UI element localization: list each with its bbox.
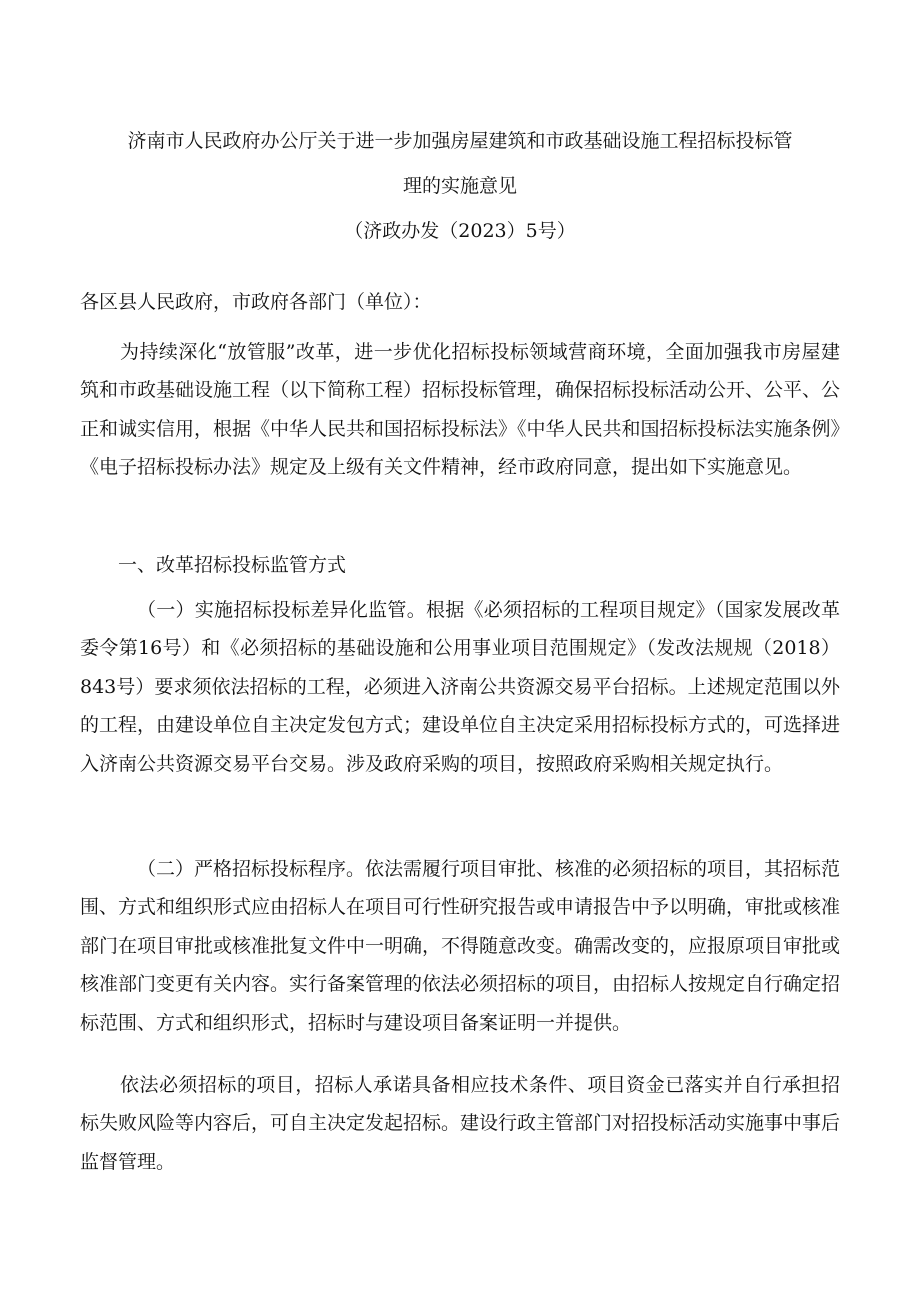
salutation: 各区县人民政府，市政府各部门（单位）： (80, 291, 432, 313)
paragraph-subsection-2: （二）严格招标投标程序。依法需履行项目审批、核准的必须招标的项目，其招标范围、方式和组织形式应由招标人在项目可行性研究报告或申请报告中予以明确，审批或核准部门在项目审批或核准批复文件中一明确，不得随意改变。确需改变的，应报原项目审批或核准部门变更有关内容。实行备案管理的依法必须招标的项目，由招标人按规定自行确定招标范围、方式和组织形式，招标时与建设项目备案证明一并提供。 (80, 858, 841, 1034)
document-title-line-2: 理的实施意见 (402, 175, 517, 197)
section-heading-1: 一、改革招标投标监管方式 (118, 554, 347, 576)
paragraph-final: 依法必须招标的项目，招标人承诺具备相应技术条件、项目资金已落实并自行承担招标失败风险等内容后，可自主决定发起招标。建设行政主管部门对招投标活动实施事中事后监督管理。 (80, 1074, 841, 1173)
document-number: （济政办发（2023）5号） (344, 220, 576, 242)
document-title-line-1: 济南市人民政府办公厅关于进一步加强房屋建筑和市政基础设施工程招标投标管 (127, 130, 793, 152)
paragraph-subsection-1: （一）实施招标投标差异化监管。根据《必须招标的工程项目规定》（国家发展改革委令第16号）和《必须招标的基础设施和公用事业项目范围规定》（发改法规规（2018）843号）要求须依法招标的工程，必须进入济南公共资源交易平台招标。上述规定范围以外的工程，由建设单位自主决定发包方式；建设单位自主决定采用招标投标方式的，可选择进入济南公共资源交易平台交易。涉及政府采购的项目，按照政府采购相关规定执行。 (80, 599, 841, 775)
paragraph-intro: 为持续深化“放管服”改革，进一步优化招标投标领域营商环境，全面加强我市房屋建筑和市政基础设施工程（以下简称工程）招标投标管理，确保招标投标活动公开、公平、公正和诚实信用，根据《中华人民共和国招标投标法》《中华人民共和国招标投标法实施条例》《电子招标投标办法》规定及上级有关文件精神，经市政府同意，提出如下实施意见。 (80, 341, 841, 479)
